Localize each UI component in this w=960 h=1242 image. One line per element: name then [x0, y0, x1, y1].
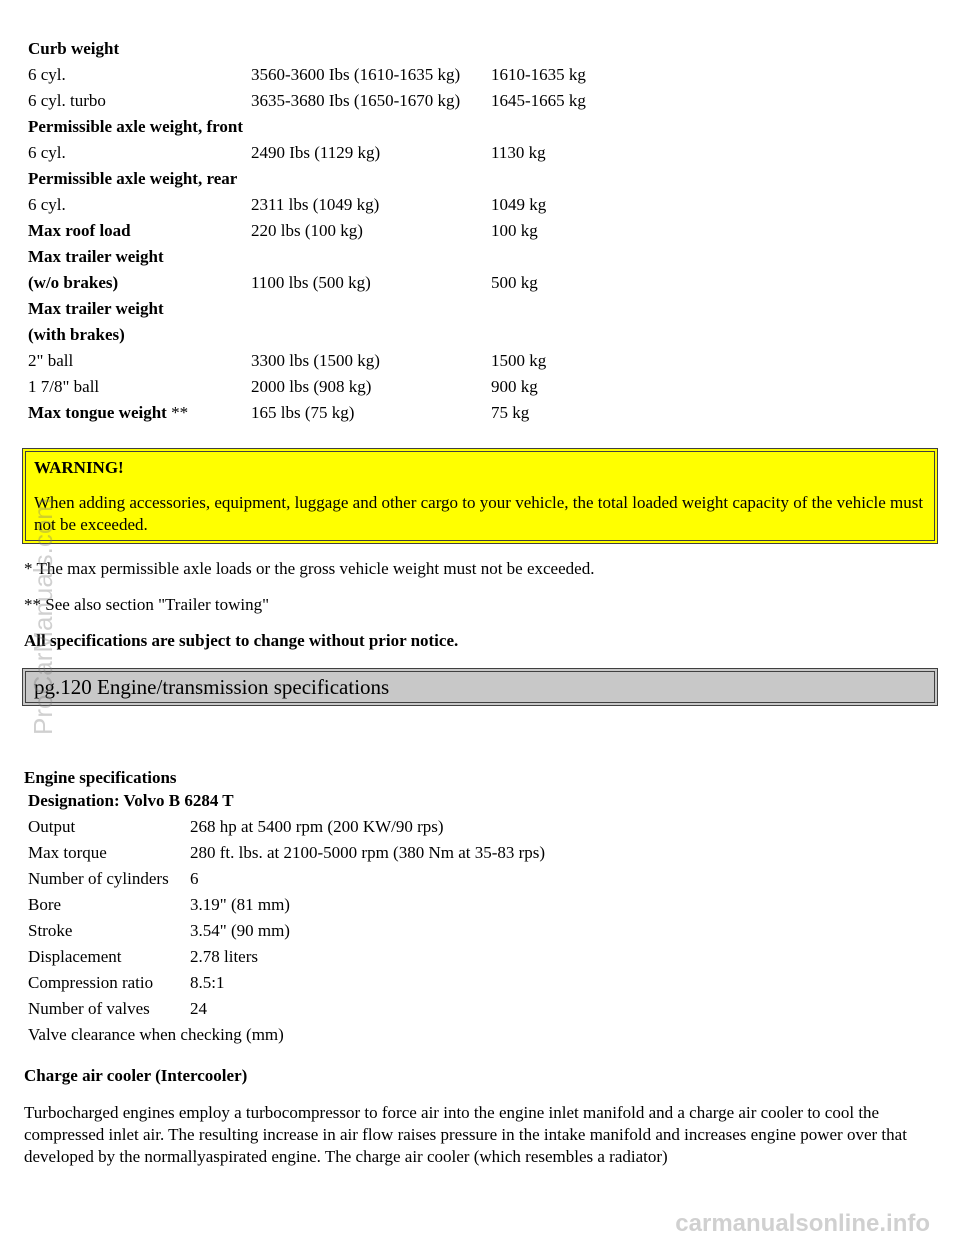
weight-cell-c2	[247, 322, 487, 348]
side-watermark: ProCarManuals.com	[28, 498, 58, 735]
weight-row	[24, 348, 655, 374]
weight-cell-c1	[24, 192, 247, 218]
engine-row	[24, 866, 549, 892]
weight-cell-c3	[487, 322, 655, 348]
weight-row-label: 6 cyl.	[28, 195, 66, 214]
engine-row	[24, 840, 549, 866]
engine-spec-value: 6	[190, 869, 199, 888]
weight-row-label: Curb weight	[28, 39, 120, 58]
weight-cell-c1	[24, 62, 247, 88]
warning-box-inner	[25, 451, 935, 541]
weight-row-label: 6 cyl. turbo	[28, 91, 106, 110]
engine-designation: Designation: Volvo B 6284 T	[28, 791, 234, 810]
warning-title: WARNING!	[34, 458, 124, 477]
weight-row	[24, 270, 655, 296]
weight-row	[24, 140, 655, 166]
weight-row-label: 6 cyl.	[28, 143, 66, 162]
weight-row-label: Max roof load	[28, 221, 131, 240]
weight-cell-c1	[24, 270, 247, 296]
engine-spec-label: Bore	[28, 895, 62, 914]
weight-cell-c2: 3300 lbs (1500 kg)	[250, 351, 380, 370]
engine-spec-value: 268 hp at 5400 rpm (200 KW/90 rps)	[190, 817, 444, 836]
weight-cell-c3: 1645-1665 kg	[490, 91, 586, 110]
weight-row-label: Permissible axle weight, rear	[28, 169, 238, 188]
engine-spec-value: 3.19" (81 mm)	[190, 895, 290, 914]
weight-cell-c1	[24, 374, 247, 400]
weight-row-label: 6 cyl.	[28, 65, 66, 84]
engine-spec-label: Displacement	[28, 947, 122, 966]
weight-cell-c3: 1500 kg	[490, 351, 547, 370]
weight-row	[24, 244, 655, 270]
weight-cell-c1	[24, 88, 247, 114]
weight-cell-c3: 100 kg	[490, 221, 538, 240]
weight-cell-c3	[487, 114, 655, 140]
engine-row	[24, 892, 549, 918]
weight-cell-c1	[24, 140, 247, 166]
valve-clearance-row	[24, 1022, 549, 1048]
weight-cell-c3	[487, 296, 655, 322]
weight-cell-c1	[24, 348, 247, 374]
weight-row-label: (w/o brakes)	[28, 273, 119, 292]
weight-cell-c1	[24, 296, 247, 322]
weight-cell-c2: 1100 lbs (500 kg)	[250, 273, 371, 292]
weight-cell-c2: 220 lbs (100 kg)	[250, 221, 363, 240]
weight-row	[24, 192, 655, 218]
weight-row-label: Max trailer weight	[28, 299, 164, 318]
weight-cell-c3: 500 kg	[490, 273, 538, 292]
page	[24, 36, 936, 1168]
charge-air-cooler-heading: Charge air cooler (Intercooler)	[24, 1066, 248, 1085]
weight-cell-c2: 3560-3600 Ibs (1610-1635 kg)	[250, 65, 461, 84]
section-header-bar	[22, 668, 938, 706]
engine-spec-value: 8.5:1	[190, 973, 225, 992]
engine-spec-label: Number of cylinders	[28, 869, 169, 888]
weight-row	[24, 296, 655, 322]
engine-spec-value: 24	[190, 999, 207, 1018]
engine-specifications-heading: Engine specifications	[24, 768, 177, 787]
engine-row	[24, 970, 549, 996]
weights-table	[24, 36, 655, 426]
weight-cell-c2: 2490 Ibs (1129 kg)	[250, 143, 381, 162]
engine-spec-label: Stroke	[28, 921, 73, 940]
weight-cell-c2	[247, 166, 487, 192]
engine-spec-label: Number of valves	[28, 999, 150, 1018]
weight-row-label: (with brakes)	[28, 325, 125, 344]
weight-row	[24, 166, 655, 192]
bottom-watermark: carmanualsonline.info	[675, 1210, 930, 1237]
engine-row	[24, 944, 549, 970]
engine-table-body	[24, 814, 549, 1022]
engine-row	[24, 996, 549, 1022]
section-title: pg.120 Engine/transmission specifications	[25, 671, 935, 703]
weight-row	[24, 322, 655, 348]
weight-cell-c2	[247, 296, 487, 322]
weight-cell-c1	[24, 244, 247, 270]
weight-row-label: 1 7/8" ball	[28, 377, 100, 396]
engine-row	[24, 814, 549, 840]
weight-row	[24, 114, 655, 140]
weight-cell-c3	[487, 244, 655, 270]
engine-designation-row	[24, 788, 549, 814]
weight-cell-c1	[24, 322, 247, 348]
footnote-marker: **	[166, 403, 189, 422]
charge-air-cooler-text: Turbocharged engines employ a turbocompressor to force air into the engine inlet manifold and a charge air cooler to cool the compressed inlet air. The resulting increase in air flow raises pressure in the intake manifold and increases engine power over that developed by the normallyaspirated engine. The charge air cooler (which resembles a radiator)	[24, 1103, 907, 1166]
weight-row	[24, 62, 655, 88]
weight-cell-c2	[247, 114, 487, 140]
weight-cell-c3: 900 kg	[490, 377, 538, 396]
weight-cell-c3: 1610-1635 kg	[490, 65, 586, 84]
weight-cell-c3	[487, 166, 655, 192]
weight-row	[24, 88, 655, 114]
engine-spec-value: 2.78 liters	[190, 947, 258, 966]
weight-cell-c3: 1049 kg	[490, 195, 547, 214]
weight-cell-c1	[24, 218, 247, 244]
weight-row	[24, 218, 655, 244]
weight-cell-c2: 2000 lbs (908 kg)	[250, 377, 372, 396]
weight-cell-c1	[24, 166, 247, 192]
engine-table	[24, 788, 549, 1048]
weight-row-label: Permissible axle weight, front	[28, 117, 243, 136]
weight-cell-c1	[24, 400, 247, 426]
engine-spec-label: Output	[28, 817, 76, 836]
weight-cell-c3: 75 kg	[490, 403, 530, 422]
weight-row	[24, 374, 655, 400]
weight-cell-c2: 165 lbs (75 kg)	[250, 403, 355, 422]
change-notice: All specifications are subject to change without prior notice.	[24, 631, 459, 650]
engine-spec-label: Compression ratio	[28, 973, 154, 992]
trailer-towing-note: ** See also section "Trailer towing"	[24, 595, 270, 614]
weight-row	[24, 36, 655, 62]
axle-load-note: * The max permissible axle loads or the gross vehicle weight must not be exceeded.	[24, 559, 595, 578]
weight-row-label: Max tongue weight	[28, 403, 167, 422]
weight-cell-c2: 2311 lbs (1049 kg)	[250, 195, 380, 214]
weight-cell-c1	[24, 36, 247, 62]
weight-cell-c2	[247, 244, 487, 270]
valve-clearance-label: Valve clearance when checking (mm)	[28, 1025, 284, 1044]
warning-box	[22, 448, 938, 544]
warning-text: When adding accessories, equipment, luggage and other cargo to your vehicle, the total loaded weight capacity of the vehicle must not be exceeded.	[34, 493, 924, 534]
engine-spec-value: 3.54" (90 mm)	[190, 921, 290, 940]
engine-spec-label: Max torque	[28, 843, 107, 862]
weight-cell-c2: 3635-3680 Ibs (1650-1670 kg)	[250, 91, 461, 110]
weights-table-body	[24, 36, 655, 426]
weight-row	[24, 400, 655, 426]
weight-cell-c3	[487, 36, 655, 62]
engine-row	[24, 918, 549, 944]
weight-cell-c1	[24, 114, 247, 140]
weight-row-label: Max trailer weight	[28, 247, 164, 266]
weight-row-label: 2" ball	[28, 351, 74, 370]
weight-cell-c3: 1130 kg	[490, 143, 546, 162]
weight-cell-c2	[247, 36, 487, 62]
engine-spec-value: 280 ft. lbs. at 2100-5000 rpm (380 Nm at 35-83 rps)	[190, 843, 546, 862]
